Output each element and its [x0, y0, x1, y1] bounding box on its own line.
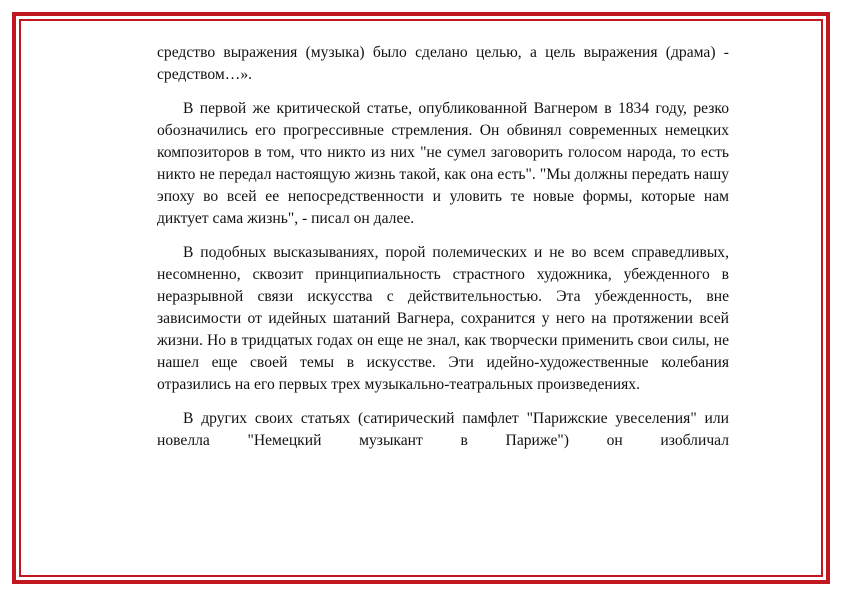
- paragraph-other-articles: В других своих статьях (сатирический памфлет "Парижские увеселения" или новелла "Немецкий музыкант в Париже") он изобличал: [157, 410, 729, 449]
- paragraph-continuation: средство выражения (музыка) было сделано целью, а цель выражения (драма) - средством…».: [157, 44, 729, 83]
- paragraph-statements: В подобных высказываниях, порой полемических и не во всем справедливых, несомненно, сквозит принципиальность страстного художника, убежденного в неразрывной связи искусства с действительностью. Эта убежденность, вне зависимости от идейных шатаний Вагнера, сохранится у него на протяжении всей жизни. Но в тридцатых годах он еще не знал, как творчески применить свои силы, не нашел еще своей темы в искусстве. Эти идейно-художественные колебания отразились на его первых трех музыкально-театральных произведениях.: [157, 244, 729, 393]
- paragraph-critical-article: В первой же критической статье, опубликованной Вагнером в 1834 году, резко обозначились его прогрессивные стремления. Он обвинял современных немецких композиторов в том, что никто из них "не сумел заговорить голосом народа, то есть никто не передал настоящую жизнь такой, как она есть". "Мы должны передать нашу эпоху во всей ее непосредственности и уловить те новые формы, которые нам диктует сама жизнь", - писал он далее.: [157, 100, 729, 227]
- text-body: [157, 42, 729, 464]
